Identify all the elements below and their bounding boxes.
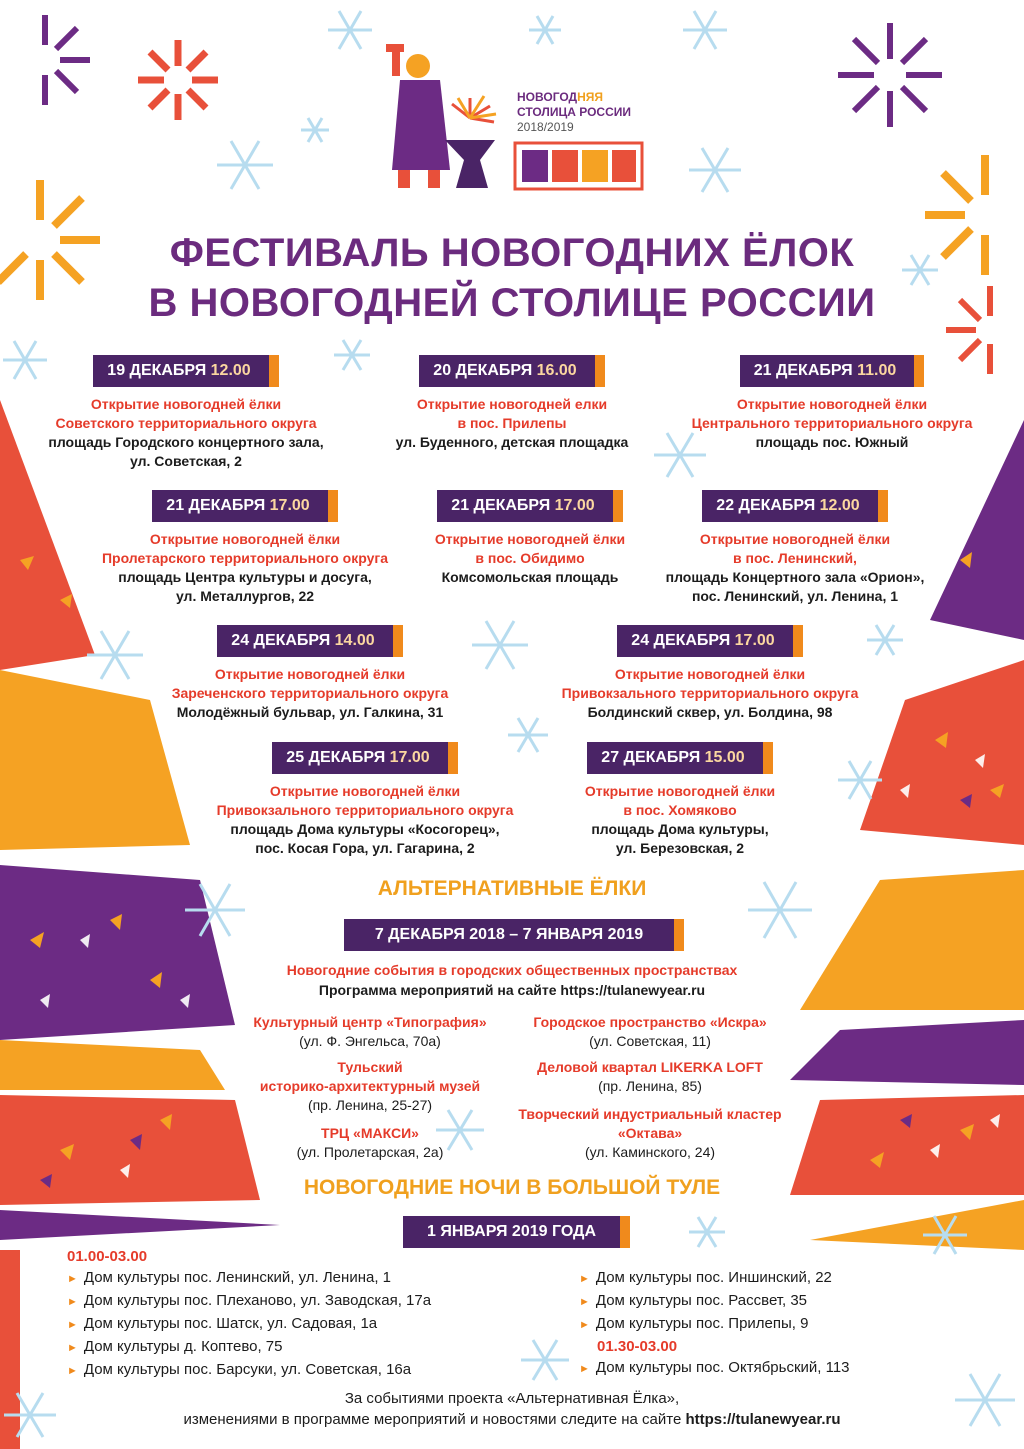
event-address: ул. Металлургов, 22 xyxy=(175,588,315,604)
arrow-icon: ► xyxy=(67,1296,78,1308)
event-title: Открытие новогодней ёлки xyxy=(269,783,461,799)
event-date: 20 ДЕКАБРЯ 16.00 xyxy=(419,355,604,387)
venue-address: (ул. Каминского, 24) xyxy=(584,1144,716,1160)
alt-section-title: АЛЬТЕРНАТИВНЫЕ ЁЛКИ xyxy=(377,877,647,900)
logo-year: 2018/2019 xyxy=(517,120,574,134)
event-address: ул. Буденного, детская площадка xyxy=(395,434,629,450)
venue xyxy=(500,1105,800,1162)
event-subtitle: в пос. Хомяково xyxy=(623,802,737,818)
arrow-icon: ► xyxy=(579,1273,590,1285)
venue-name: Культурный центр «Типография» xyxy=(253,1014,487,1030)
event-address: Молодёжный бульвар, ул. Галкина, 31 xyxy=(176,704,444,720)
logo-line1-a: НОВОГОД xyxy=(517,90,578,104)
logo-line2: СТОЛИЦА РОССИИ xyxy=(517,105,632,119)
venue-name: Городское пространство «Искра» xyxy=(533,1014,767,1030)
right-tree-tier xyxy=(790,1020,1024,1085)
arrow-icon: ► xyxy=(579,1363,590,1375)
arrow-icon: ► xyxy=(67,1342,78,1354)
list-item: ► Дом культуры пос. Ленинский, ул. Ленина, 1 xyxy=(67,1269,391,1286)
event-address: ул. Березовская, 2 xyxy=(615,840,745,856)
event-title: Открытие новогодней ёлки xyxy=(214,666,406,682)
firework xyxy=(138,40,218,120)
event-subtitle: Привокзального территориального округа xyxy=(216,802,514,818)
event-card xyxy=(0,355,372,471)
event-card xyxy=(662,355,1002,452)
event-subtitle: Центрального территориального округа xyxy=(691,415,973,431)
right-tree-tier xyxy=(810,1200,1024,1250)
event-date: 24 ДЕКАБРЯ 14.00 xyxy=(217,625,402,657)
list-item: ► Дом культуры д. Коптево, 75 xyxy=(67,1338,283,1355)
event-subtitle: в пос. Ленинский, xyxy=(733,550,857,566)
event-subtitle: Пролетарского территориального округа xyxy=(101,550,388,566)
nights-date: 1 ЯНВАРЯ 2019 ГОДА xyxy=(403,1216,630,1248)
event-date: 24 ДЕКАБРЯ 17.00 xyxy=(617,625,802,657)
event-address: площадь Центра культуры и досуга, xyxy=(118,569,372,585)
list-item: ► Дом культуры пос. Барсуки, ул. Советская, 16а xyxy=(67,1361,412,1378)
venue xyxy=(500,1013,800,1051)
event-card xyxy=(555,742,805,858)
event-date: 21 ДЕКАБРЯ 17.00 xyxy=(437,490,622,522)
event-subtitle: Советского территориального округа xyxy=(55,415,317,431)
venue-address: (пр. Ленина, 85) xyxy=(598,1078,702,1094)
event-address: площадь Городского концертного зала, xyxy=(48,434,324,450)
title-line2: В НОВОГОДНЕЙ СТОЛИЦЕ РОССИИ xyxy=(148,281,876,325)
event-date: 27 ДЕКАБРЯ 15.00 xyxy=(587,742,772,774)
arrow-icon: ► xyxy=(67,1319,78,1331)
venue xyxy=(220,1013,520,1051)
footer-link[interactable]: https://tulanewyear.ru xyxy=(685,1411,841,1428)
left-tree-tier xyxy=(0,1210,280,1240)
list-item: ► Дом культуры пос. Шатск, ул. Садовая, 1а xyxy=(67,1315,378,1332)
event-card xyxy=(362,355,662,452)
arrow-icon: ► xyxy=(67,1365,78,1377)
venue-address: (ул. Ф. Энгельса, 70а) xyxy=(299,1033,441,1049)
nights-list-right xyxy=(579,1267,850,1380)
alt-intro: Новогодние события в городских общественных пространствах xyxy=(286,962,738,978)
event-date: 22 ДЕКАБРЯ 12.00 xyxy=(702,490,887,522)
venue-name: Деловой квартал LIKERKA LOFT xyxy=(537,1059,763,1075)
event-address: пос. Ленинский, ул. Ленина, 1 xyxy=(691,588,899,604)
left-tree-tier xyxy=(0,1040,225,1090)
list-item: ► Дом культуры пос. Рассвет, 35 xyxy=(579,1292,808,1309)
venue-address: (пр. Ленина, 25-27) xyxy=(307,1097,433,1113)
venue-name: историко-архитектурный музей xyxy=(259,1078,481,1094)
alt-date-range: 7 ДЕКАБРЯ 2018 – 7 ЯНВАРЯ 2019 xyxy=(344,919,684,951)
event-title: Открытие новогодней ёлки xyxy=(736,396,928,412)
event-date: 21 ДЕКАБРЯ 17.00 xyxy=(152,490,337,522)
venue xyxy=(220,1058,520,1115)
nights-section-title: НОВОГОДНИЕ НОЧИ В БОЛЬШОЙ ТУЛЕ xyxy=(303,1176,721,1199)
event-title: Открытие новогодней ёлки xyxy=(699,531,891,547)
event-address: площадь пос. Южный xyxy=(755,434,909,450)
event-address: площадь Дома культуры «Косогорец», xyxy=(230,821,500,837)
event-date: 25 ДЕКАБРЯ 17.00 xyxy=(272,742,457,774)
arrow-icon: ► xyxy=(579,1319,590,1331)
event-subtitle: Привокзального территориального округа xyxy=(561,685,859,701)
event-address: Комсомольская площадь xyxy=(441,569,619,585)
event-title: Открытие новогодней елки xyxy=(416,396,608,412)
event-title: Открытие новогодней ёлки xyxy=(90,396,282,412)
nights-time: 01.30-03.00 xyxy=(597,1338,678,1355)
event-title: Открытие новогодней ёлки xyxy=(434,531,626,547)
event-address: площадь Дома культуры, xyxy=(591,821,769,837)
list-item: ► Дом культуры пос. Иншинский, 22 xyxy=(579,1269,832,1286)
footer xyxy=(0,1388,1024,1430)
footer-line1: За событиями проекта «Альтернативная Ёлка», xyxy=(344,1390,680,1407)
event-date: 19 ДЕКАБРЯ 12.00 xyxy=(93,355,278,387)
venue-address: (ул. Пролетарская, 2а) xyxy=(296,1144,444,1160)
venue xyxy=(220,1124,520,1162)
event-address: пос. Косая Гора, ул. Гагарина, 2 xyxy=(255,840,475,856)
title-line1: ФЕСТИВАЛЬ НОВОГОДНИХ ЁЛОК xyxy=(169,231,855,275)
venue xyxy=(500,1058,800,1096)
event-address: Болдинский сквер, ул. Болдина, 98 xyxy=(587,704,833,720)
nights-list-left xyxy=(67,1246,431,1382)
venue-name: Тульский xyxy=(337,1059,403,1075)
venue-name: Творческий индустриальный кластер xyxy=(518,1106,782,1122)
event-card xyxy=(185,742,545,858)
list-item: ► Дом культуры пос. Прилепы, 9 xyxy=(579,1315,809,1332)
event-card xyxy=(400,490,660,587)
event-card xyxy=(130,625,490,722)
event-subtitle: Зареченского территориального округа xyxy=(171,685,449,701)
event-title: Открытие новогодней ёлки xyxy=(614,666,806,682)
event-title: Открытие новогодней ёлки xyxy=(149,531,341,547)
event-card xyxy=(640,490,950,606)
event-address: площадь Концертного зала «Орион», xyxy=(665,569,925,585)
event-date: 21 ДЕКАБРЯ 11.00 xyxy=(740,355,925,387)
event-title: Открытие новогодней ёлки xyxy=(584,783,776,799)
page-title xyxy=(0,228,1024,328)
list-item: ► Дом культуры пос. Плеханово, ул. Заводская, 17а xyxy=(67,1292,432,1309)
alt-program-link: Программа мероприятий на сайте https://tulanewyear.ru xyxy=(318,982,706,998)
list-item: ► Дом культуры пос. Октябрьский, 113 xyxy=(579,1359,850,1376)
arrow-icon: ► xyxy=(67,1273,78,1285)
venue-address: (ул. Советская, 11) xyxy=(589,1033,711,1049)
event-subtitle: в пос. Обидимо xyxy=(475,550,585,566)
footer-line2: изменениями в программе мероприятий и новостями следите на сайте https://tulanewyear.ru xyxy=(183,1411,841,1428)
event-address: ул. Советская, 2 xyxy=(130,453,242,469)
event-card xyxy=(60,490,430,606)
nights-time: 01.00-03.00 xyxy=(67,1248,148,1265)
arrow-icon: ► xyxy=(579,1296,590,1308)
event-subtitle: в пос. Прилепы xyxy=(457,415,567,431)
event-card xyxy=(530,625,890,722)
logo-line1-b: НЯЯ xyxy=(577,90,603,104)
logo-caption xyxy=(517,90,631,135)
venue-name: «Октава» xyxy=(617,1125,683,1141)
venue-name: ТРЦ «МАКСИ» xyxy=(321,1125,419,1141)
